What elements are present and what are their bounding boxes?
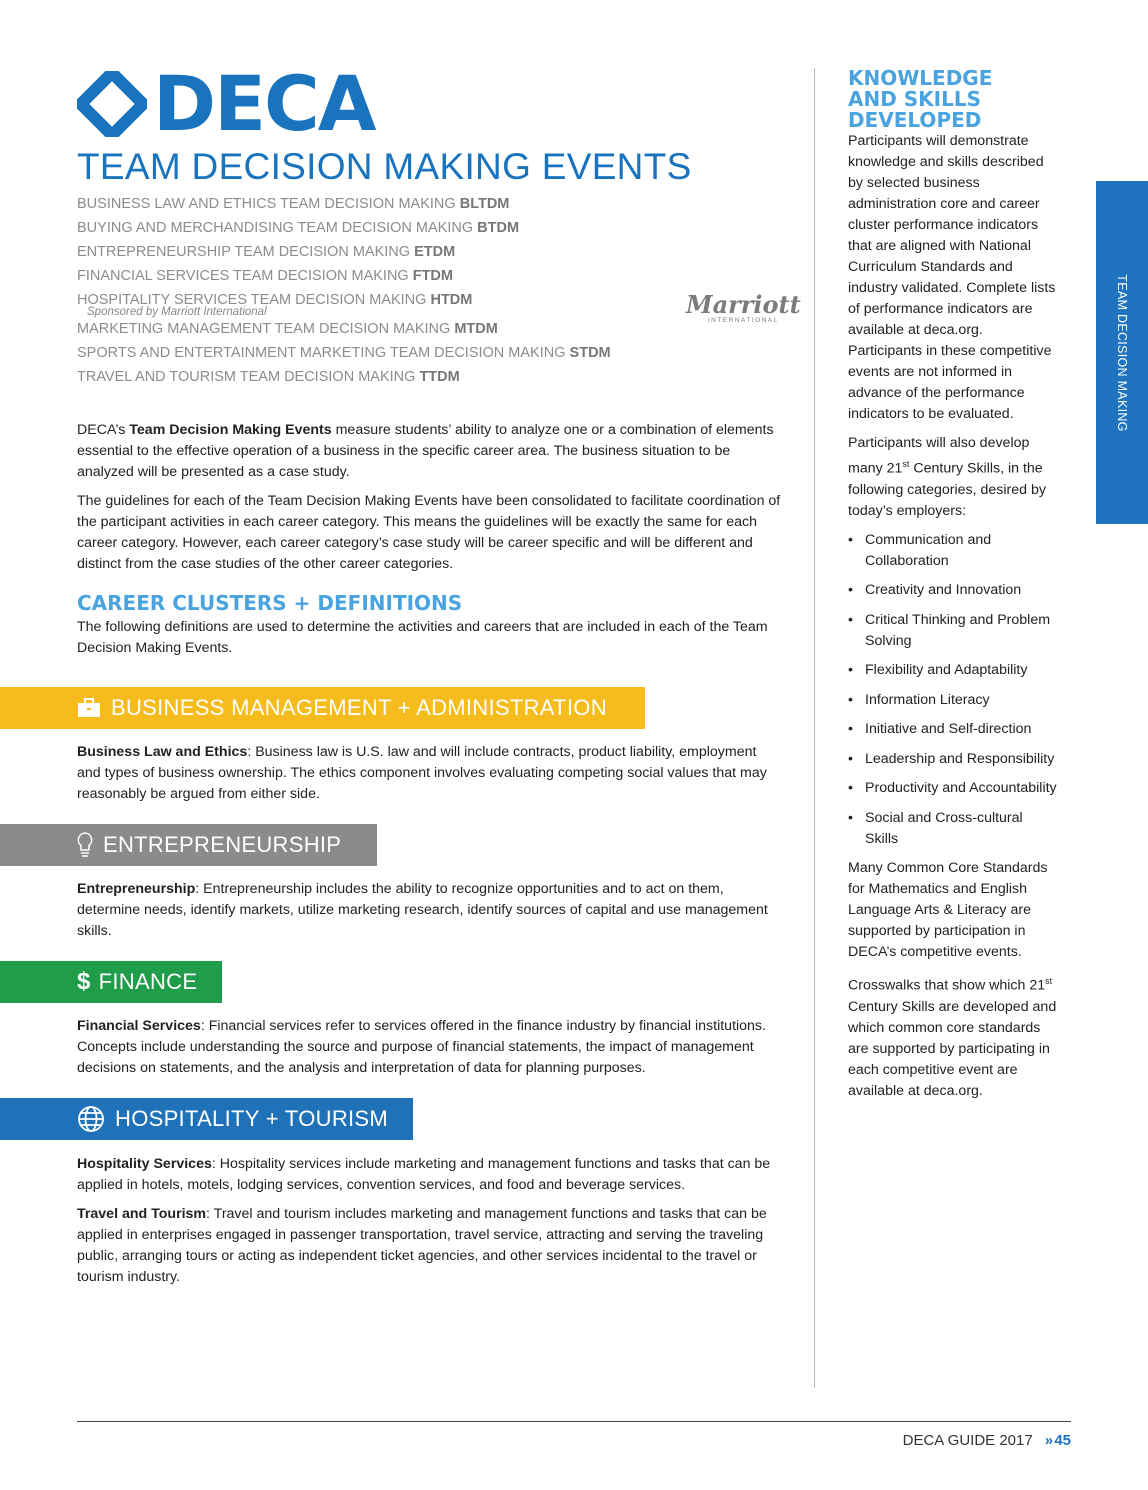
section-side-tab bbox=[1096, 181, 1148, 524]
sidebar-paragraph: Participants will demonstrate knowledge and skills described by selected business administration core and career cluster performance indicators that are aligned with National Curriculum Standards and industry validated. Complete lists of performance indicators are available at deca.org. Participants in these competitive events are not informed in advance of the performance indicators to be evaluated. bbox=[848, 133, 1056, 422]
double-chevron-icon: » bbox=[1044, 1432, 1054, 1449]
footer-guide: DECA GUIDE 2017 bbox=[902, 1432, 1033, 1449]
cluster-def: Entrepreneurship: Entrepreneurship includes the ability to recognize opportunities and to act on them, determine needs, identify markets, utilize marketing research, identify sources of capital and use management skills. bbox=[77, 881, 768, 939]
skill-item: • Communication and Collaboration bbox=[848, 530, 1058, 572]
cluster-def: Business Law and Ethics: Business law is U.S. law and will include contracts, product liability, employment and types of business ownership. The ethics component involves evaluating competing social values that may reasonably be argued from either side. bbox=[77, 744, 767, 802]
skill-item: • Social and Cross-cultural Skills bbox=[848, 808, 1058, 850]
cluster-title: ENTREPRENEURSHIP bbox=[103, 832, 342, 857]
briefcase-icon bbox=[77, 698, 101, 718]
skills-list bbox=[848, 530, 1058, 850]
skill-item: • Productivity and Accountability bbox=[848, 778, 1058, 799]
dollar-icon: $ bbox=[77, 968, 91, 995]
skill-item: • Critical Thinking and Problem Solving bbox=[848, 610, 1058, 652]
sidebar-heading: KNOWLEDGE AND SKILLS DEVELOPED bbox=[848, 66, 993, 132]
event-item: HOSPITALITY SERVICES TEAM DECISION MAKING HTDM bbox=[77, 292, 473, 308]
event-item: SPORTS AND ENTERTAINMENT MARKETING TEAM DECISION MAKING STDM bbox=[77, 345, 611, 361]
event-item: BUYING AND MERCHANDISING TEAM DECISION MAKING BTDM bbox=[77, 220, 520, 236]
page-title: TEAM DECISION MAKING EVENTS bbox=[77, 146, 692, 187]
event-item: BUSINESS LAW AND ETHICS TEAM DECISION MAKING BLTDM bbox=[77, 196, 510, 212]
cluster-band-entrepreneurship bbox=[0, 824, 377, 866]
cluster-title: HOSPITALITY + TOURISM bbox=[115, 1106, 389, 1131]
event-item: MARKETING MANAGEMENT TEAM DECISION MAKING MTDM bbox=[77, 321, 498, 337]
sidebar-paragraph: Crosswalks that show which 21st Century Skills are developed and which common core standards are supported by participating in each competitive event are available at deca.org. bbox=[848, 976, 1057, 1099]
event-item: FINANCIAL SERVICES TEAM DECISION MAKING FTDM bbox=[77, 268, 453, 284]
marriott-logo-name: Marriott bbox=[686, 290, 801, 319]
column-divider bbox=[814, 68, 815, 1388]
skills-sidebar bbox=[848, 68, 1058, 1110]
event-item: ENTREPRENEURSHIP TEAM DECISION MAKING ETDM bbox=[77, 244, 456, 260]
cluster-band-business bbox=[0, 687, 645, 729]
cluster-title: FINANCE bbox=[98, 969, 198, 994]
skill-item: • Initiative and Self-direction bbox=[848, 719, 1058, 740]
sidebar-paragraph: Participants will also develop many 21st Century Skills, in the following categories, desired by today’s employers: bbox=[848, 435, 1046, 519]
lightbulb-icon bbox=[77, 832, 93, 858]
cluster-def: Hospitality Services: Hospitality services include marketing and management functions and tasks that can be applied in hotels, motels, lodging services, convention services, and food and beverage services. Travel and Tourism: Travel and tourism includes marketing and management functions and tasks that can be applied in enterprises engaged in passenger transportation, travel service, attracting and serving the traveling public, arranging tours or acting as independent ticket agencies, and other services incidental to the travel or tourism industry. bbox=[77, 1156, 771, 1285]
footer bbox=[903, 1432, 1071, 1449]
event-sponsor: Sponsored by Marriott International bbox=[87, 306, 267, 318]
clusters-intro: The following definitions are used to determine the activities and careers that are included in each of the Team Decision Making Events. bbox=[77, 619, 768, 656]
marriott-logo-sub: INTERNATIONAL bbox=[707, 317, 779, 324]
cluster-def: Financial Services: Financial services refer to services offered in the finance industry by financial institutions. Concepts include understanding the source and purpose of financial statements, the impact of management decisions on statements, and the analysis and interpretation of data for planning purposes. bbox=[77, 1018, 766, 1076]
cluster-band-finance bbox=[0, 961, 222, 1003]
cluster-title: BUSINESS MANAGEMENT + ADMINISTRATION bbox=[111, 695, 607, 720]
deca-logo bbox=[77, 59, 375, 148]
logo-text: DECA bbox=[153, 59, 375, 148]
clusters-heading: CAREER CLUSTERS + DEFINITIONS bbox=[77, 591, 463, 615]
intro-paragraph-1: DECA’s Team Decision Making Events measure students’ ability to analyze one or a combination of elements essential to the effective operation of a business in the specific career area. The business situation to be analyzed will be presented as a case study. bbox=[77, 422, 774, 480]
event-item: TRAVEL AND TOURISM TEAM DECISION MAKING TTDM bbox=[77, 369, 460, 385]
intro-paragraph-2: The guidelines for each of the Team Decision Making Events have been consolidated to facilitate coordination of the participant activities in each career category. This means the guidelines will be exactly the same for each career category. However, each career category’s case study will be career specific and will be different and distinct from the case studies of the other career categories. bbox=[77, 493, 781, 572]
marriott-logo bbox=[686, 290, 801, 324]
skill-item: • Flexibility and Adaptability bbox=[848, 660, 1058, 681]
globe-icon bbox=[77, 1105, 105, 1133]
sidebar-paragraph: Many Common Core Standards for Mathematics and English Language Arts & Literacy are supported by participation in DECA’s competitive events. bbox=[848, 860, 1048, 961]
page-number: » 45 bbox=[1044, 1432, 1071, 1449]
side-tab-label: TEAM DECISION MAKING bbox=[1115, 273, 1129, 432]
skill-item: • Information Literacy bbox=[848, 690, 1058, 711]
footer-rule bbox=[77, 1421, 1071, 1422]
skill-item: • Creativity and Innovation bbox=[848, 580, 1058, 601]
cluster-band-hospitality bbox=[0, 1098, 413, 1140]
intro bbox=[77, 420, 782, 575]
skill-item: • Leadership and Responsibility bbox=[848, 749, 1058, 770]
deca-diamond-icon bbox=[77, 71, 147, 137]
